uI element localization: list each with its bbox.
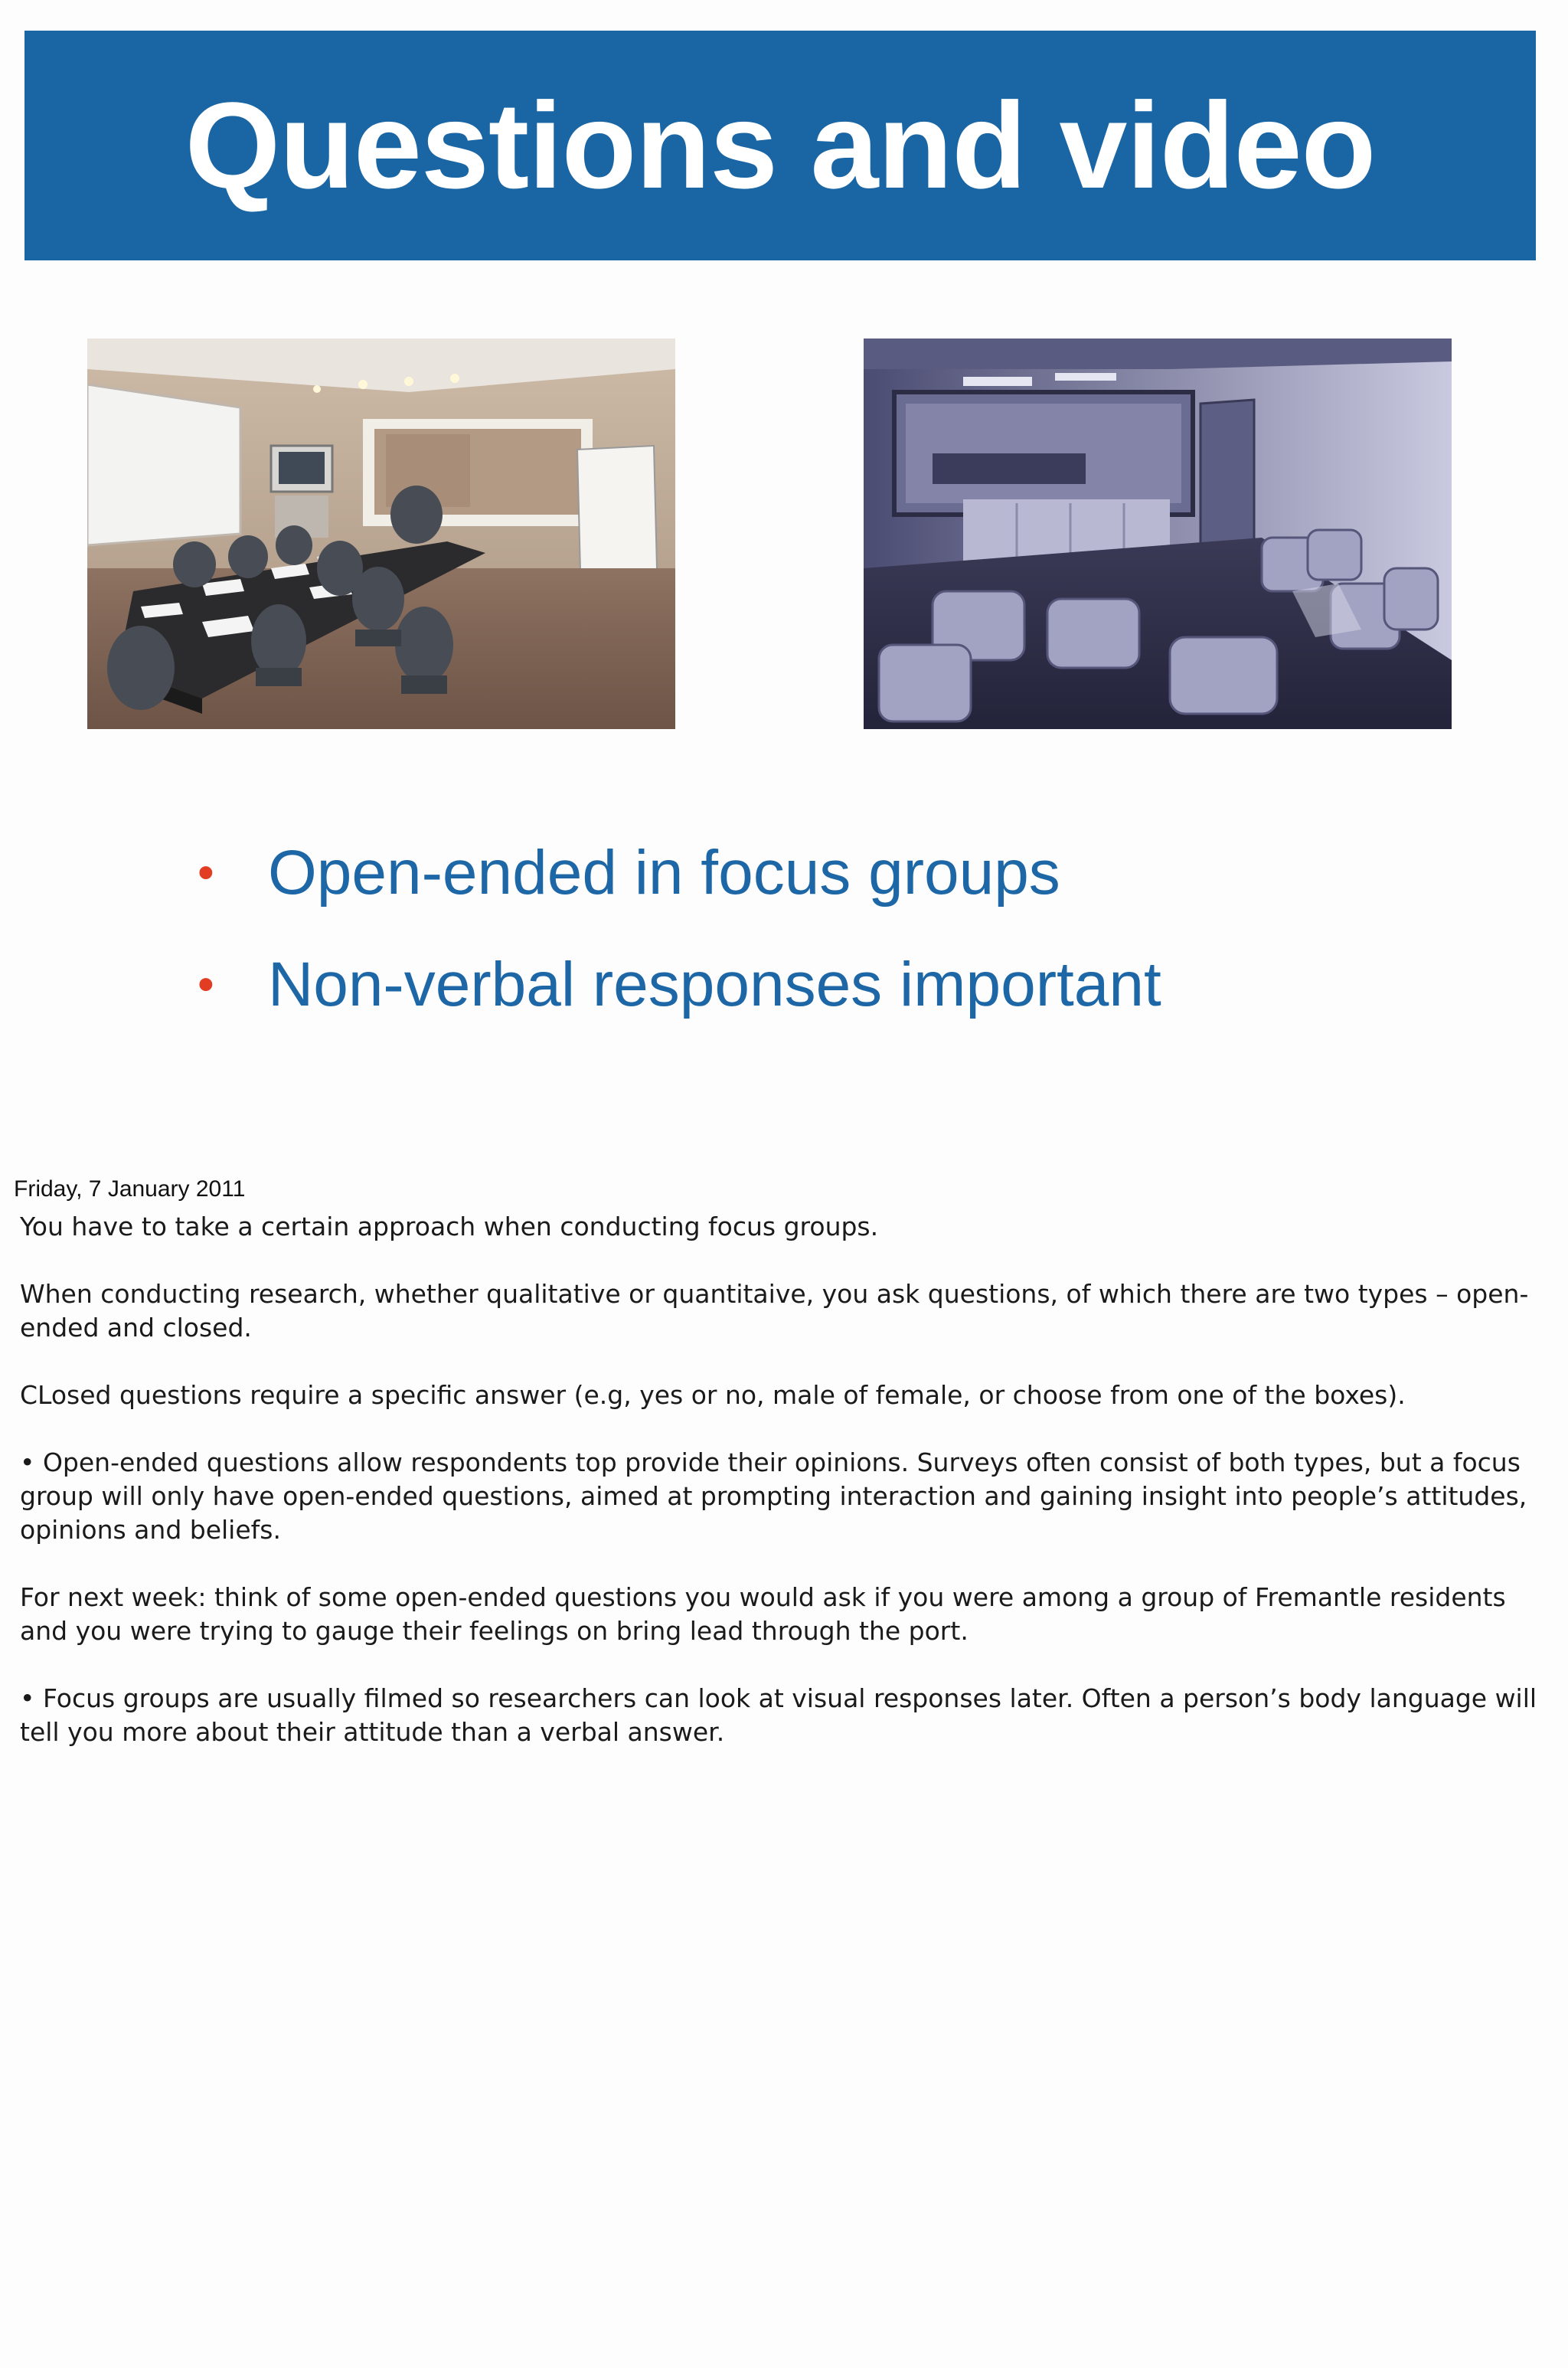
bullet-text: Open-ended in focus groups: [268, 838, 1060, 908]
notes-paragraph: • Open-ended questions allow respondents top provide their opinions. Surveys often consist of both types, but a focus group will only have open-ended questions, aimed at prompting interaction and gaining insight into people’s attitudes, opinions and beliefs.: [20, 1447, 1527, 1545]
bullet-marker: •: [198, 846, 214, 899]
bullet-item: [198, 943, 1161, 1055]
notes-paragraph: CLosed questions require a specific answer (e.g, yes or no, male of female, or choose from one of the boxes).: [20, 1380, 1406, 1410]
speaker-notes: [20, 1210, 1551, 1783]
notes-paragraph: When conducting research, whether qualitative or quantitaive, you ask questions, of which there are two types – open-ended and closed.: [20, 1279, 1529, 1343]
notes-paragraph: • Focus groups are usually filmed so researchers can look at visual responses later. Often a person’s body language will tell you more about their attitude than a verbal answer.: [20, 1683, 1537, 1747]
focus-group-room-photo: [87, 339, 675, 729]
notes-paragraph: You have to take a certain approach when conducting focus groups.: [20, 1212, 879, 1241]
bullet-text: Non-verbal responses important: [268, 950, 1161, 1019]
slide-bullet-list: [198, 831, 1161, 1055]
slide-title: Questions and video: [185, 77, 1376, 214]
bullet-item: [198, 831, 1161, 943]
notes-date: Friday, 7 January 2011: [14, 1176, 246, 1202]
notes-paragraph: For next week: think of some open-ended questions you would ask if you were among a group of Fremantle residents and you were trying to gauge their feelings on bring lead through the port.: [20, 1582, 1506, 1646]
bullet-marker: •: [198, 958, 214, 1011]
observation-room-photo: [864, 339, 1452, 729]
slide-title-bar: [24, 31, 1536, 260]
